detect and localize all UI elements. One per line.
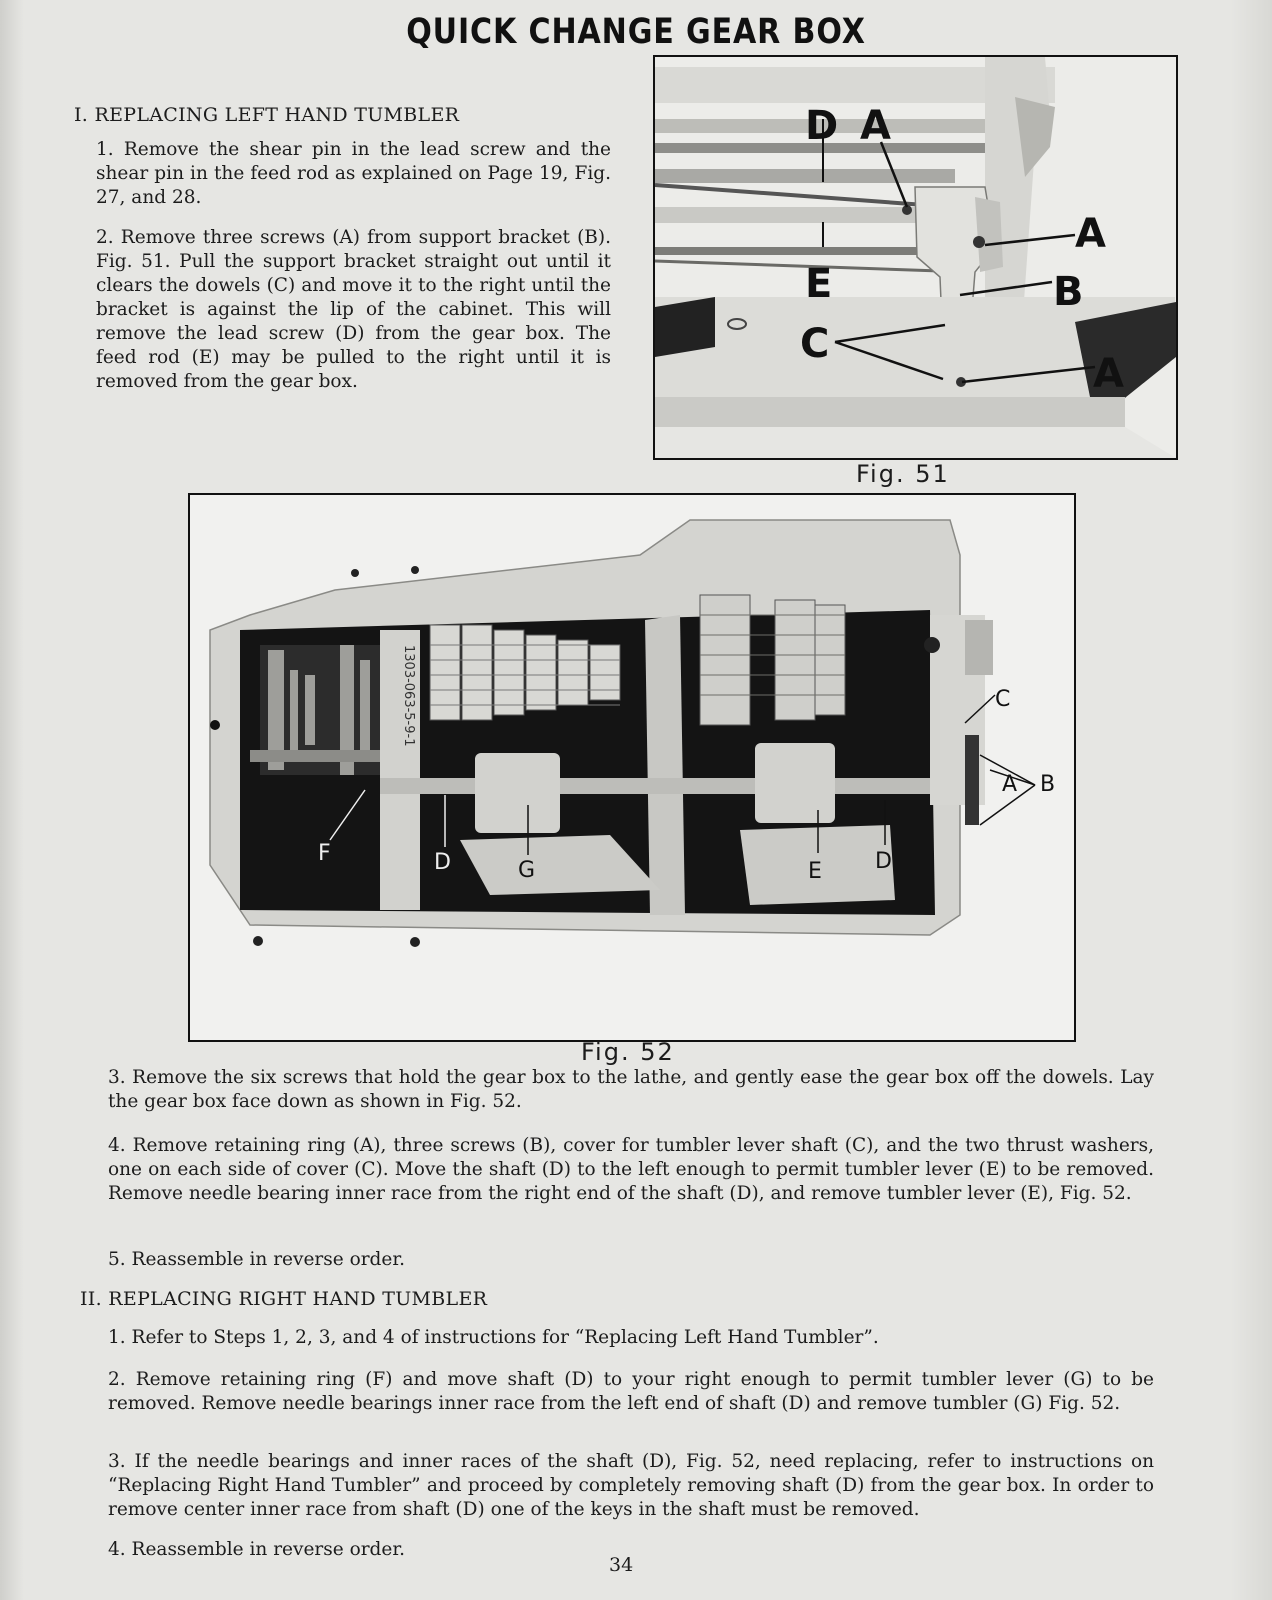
section1-step1: 1. Remove the shear pin in the lead screw and the shear pin in the feed rod as explained on Page 19, Fig. 27, and 28. [96, 139, 611, 208]
figure-52-caption: Fig. 52 [581, 1038, 675, 1066]
section2-step1: 1. Refer to Steps 1, 2, 3, and 4 of instructions for “Replacing Left Hand Tumbler”. [108, 1327, 879, 1348]
section2-step2: 2. Remove retaining ring (F) and move shaft (D) to your right enough to permit tumbler lever (G) to be removed. Remove needle bearings inner race from the left end of shaft (D) and remove tumbler (G) Fig. 52. [108, 1369, 1154, 1414]
fig52-label-e: E [808, 859, 822, 884]
fig51-label-b: B [1053, 269, 1084, 315]
fig52-label-f: F [318, 841, 331, 866]
section1-step4: 4. Remove retaining ring (A), three screws (B), cover for tumbler lever shaft (C), and the two thrust washers, one on each side of cover (C). Move the shaft (D) to the left enough to permit tumbler lever (E) to be removed. Remove needle bearing inner race from the right end of the shaft (D), and remove tumbler lever (E), Fig. 52. [108, 1135, 1154, 1204]
fig52-label-g: G [518, 858, 536, 883]
section1-step5: 5. Reassemble in reverse order. [108, 1249, 406, 1270]
fig52-label-d-left: D [434, 850, 451, 875]
section1-step3: 3. Remove the six screws that hold the gear box to the lathe, and gently ease the gear box off the dowels. Lay the gear box face down as shown in Fig. 52. [108, 1067, 1154, 1112]
fig51-label-a-right: A [1075, 211, 1106, 257]
figure-52-drawing [190, 495, 1074, 1040]
fig52-label-d-right: D [875, 849, 892, 874]
figure-51-caption: Fig. 51 [856, 460, 950, 488]
page-title: QUICK CHANGE GEAR BOX [406, 12, 866, 52]
fig52-label-b: B [1040, 772, 1056, 797]
section2-heading: II. REPLACING RIGHT HAND TUMBLER [80, 1288, 488, 1310]
figure-52-photo [188, 493, 1076, 1042]
fig52-label-c: C [995, 687, 1011, 712]
fig51-label-a-bottom: A [1093, 351, 1124, 397]
figure-51-drawing [655, 57, 1176, 458]
fig51-label-d: D [805, 103, 839, 149]
fig52-part-stamp: 1303-063-5-9-1 [401, 645, 416, 747]
fig52-label-a: A [1002, 772, 1018, 797]
section2-step4: 4. Reassemble in reverse order. [108, 1539, 406, 1560]
fig51-label-a-top: A [860, 103, 891, 149]
fig51-label-e: E [805, 261, 833, 307]
figure-51-photo [653, 55, 1178, 460]
section2-step3: 3. If the needle bearings and inner races of the shaft (D), Fig. 52, need replacing, refer to instructions on “Replacing Right Hand Tumbler” and proceed by completely removing shaft (D) from the gear box. In order to remove center inner race from shaft (D) one of the keys in the shaft must be removed. [108, 1451, 1154, 1520]
section1-heading: I. REPLACING LEFT HAND TUMBLER [74, 104, 460, 126]
page-number: 34 [609, 1554, 634, 1576]
section1-step2: 2. Remove three screws (A) from support bracket (B). Fig. 51. Pull the support bracket straight out until it clears the dowels (C) and move it to the right until the bracket is against the lip of the cabinet. This will remove the lead screw (D) from the gear box. The feed rod (E) may be pulled to the right until it is removed from the gear box. [96, 227, 611, 392]
fig51-label-c: C [800, 321, 830, 367]
